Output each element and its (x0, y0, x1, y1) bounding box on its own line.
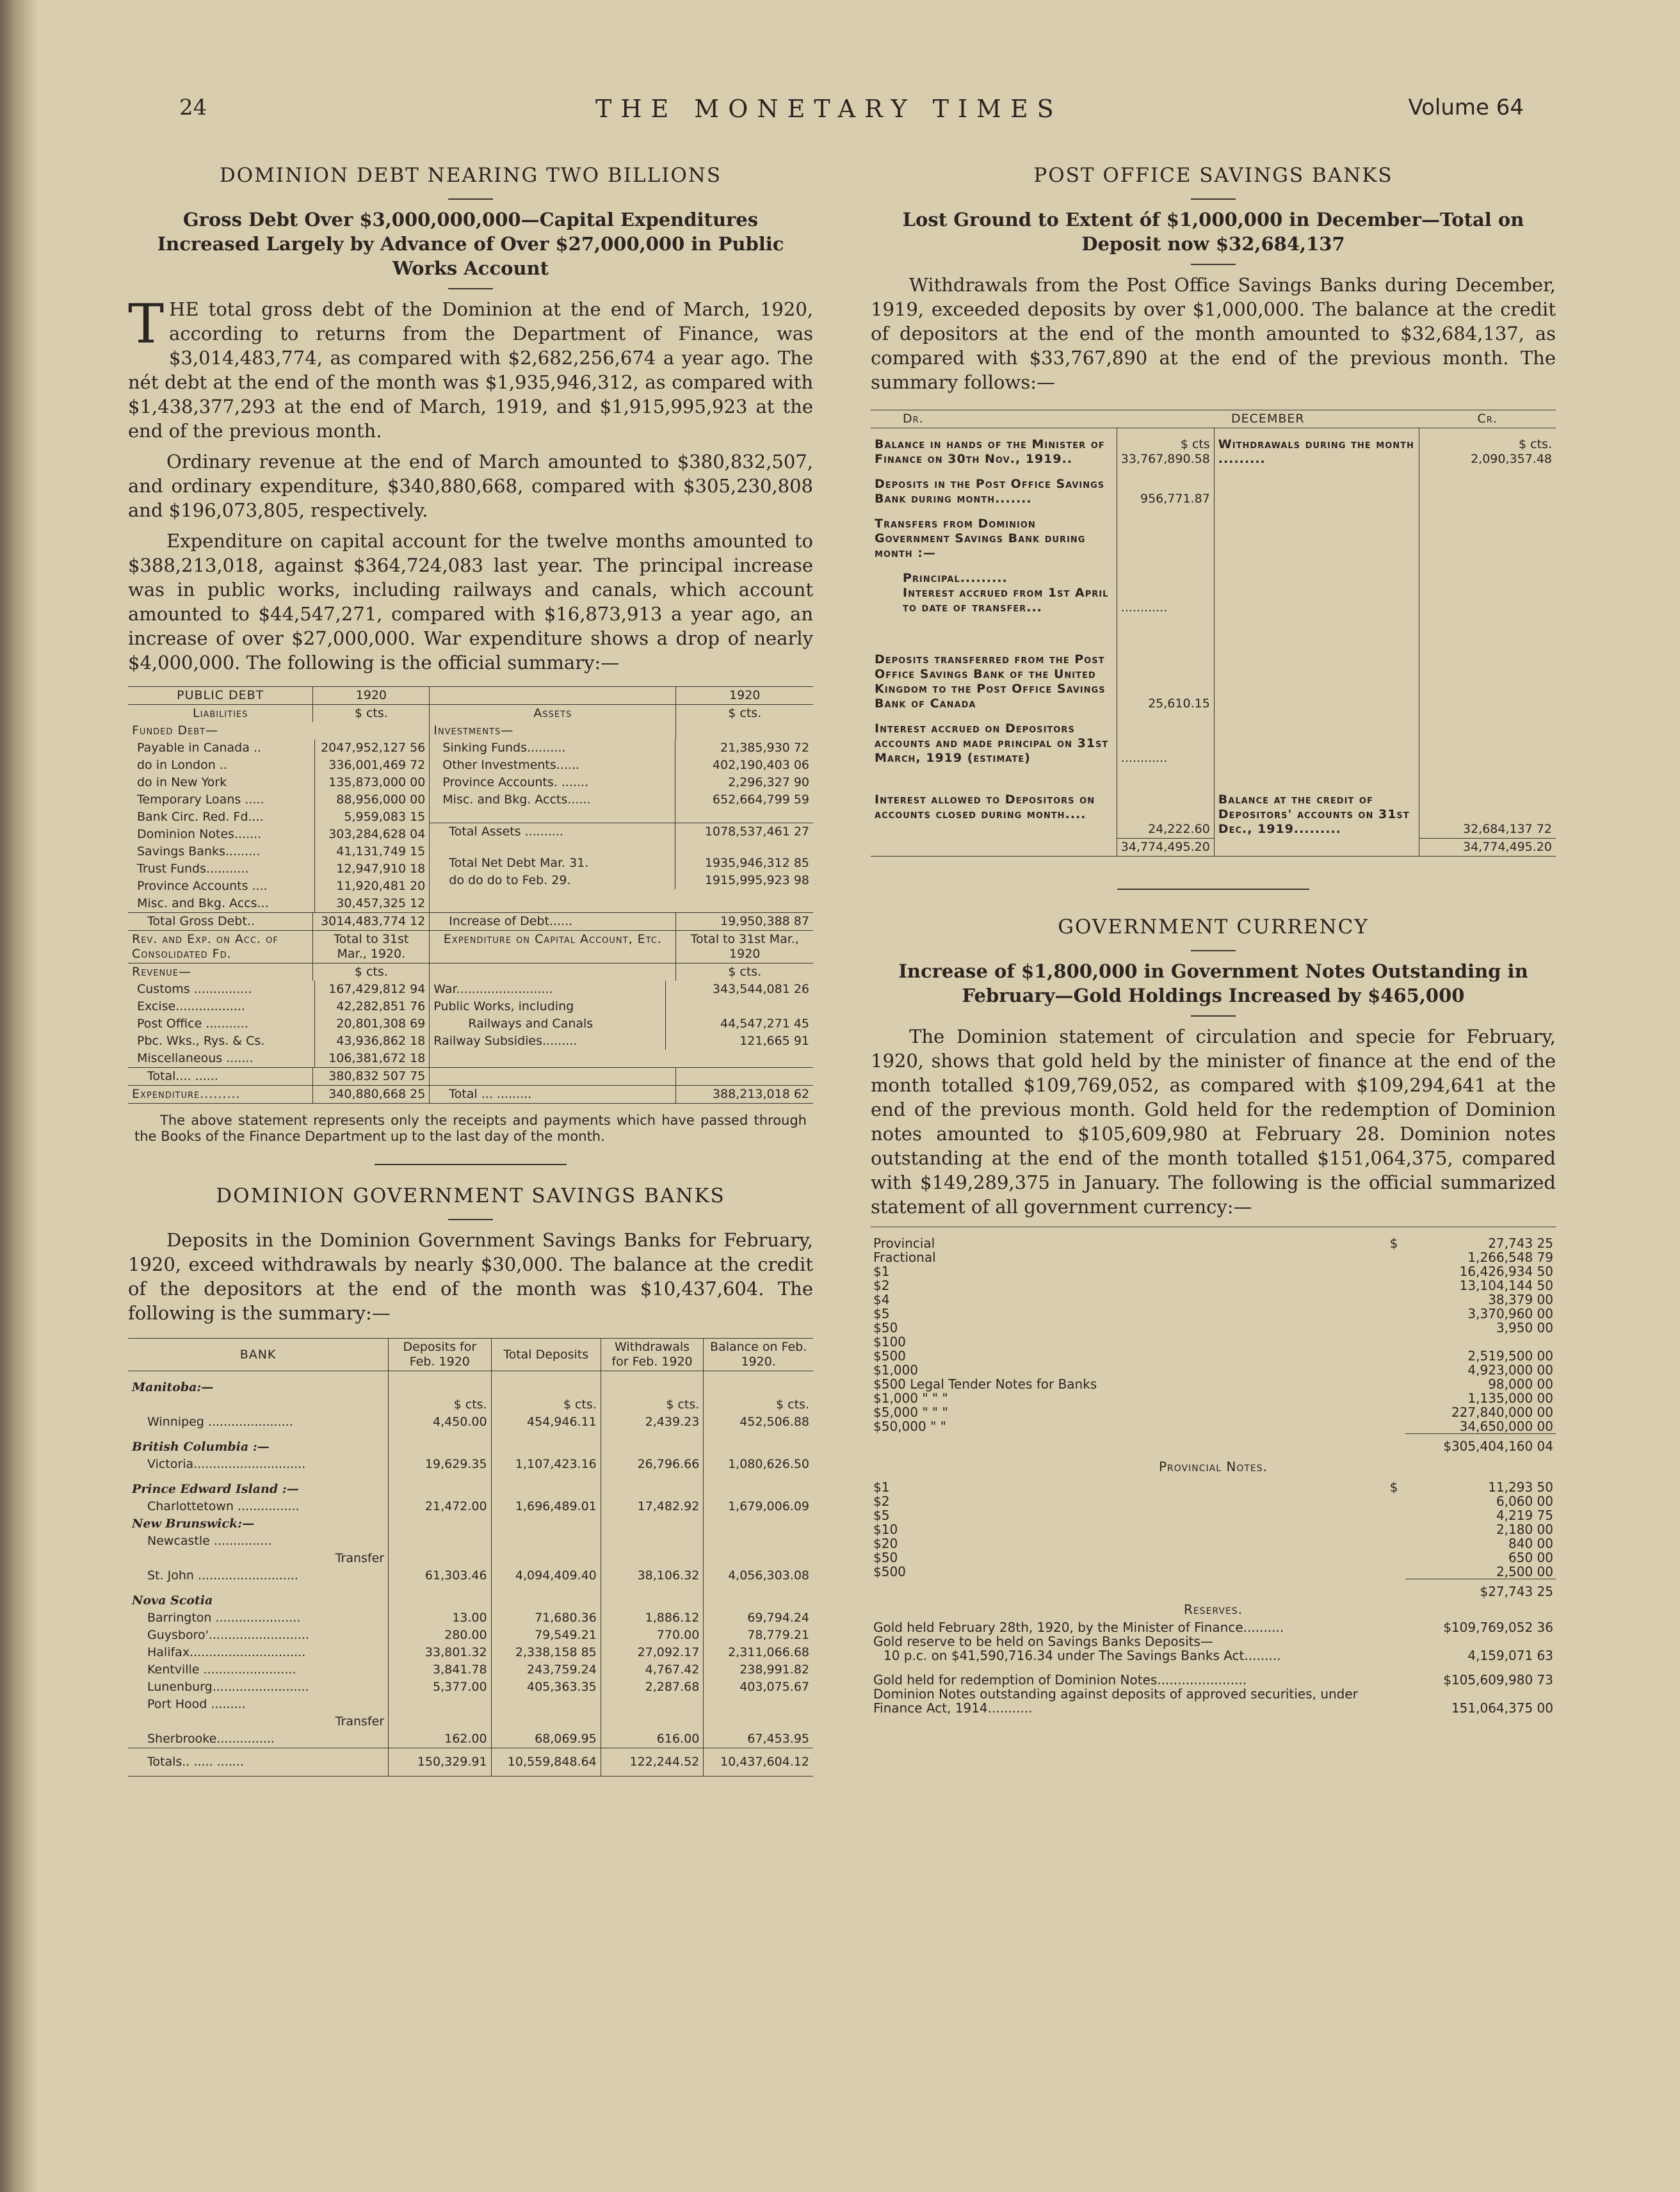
divider (1191, 950, 1236, 951)
currency-row: $500 Legal Tender Notes for Banks 98,000 00 (873, 1376, 1553, 1392)
capital-list: War......................... 343,544,081 26 Public Works, including Railways and Canals 44,547,271 45 Railway Subsidies......... 121,665 91 (430, 981, 813, 1050)
revenue-row: Post Office ........... 20,801,308 69 (128, 1015, 429, 1033)
provincial-note-row: $50 650 00 (873, 1549, 1553, 1565)
debt-table-note: The above statement represents only the receipts and payments which have passed through the Books of the Finance Department up to the last day of the month. (134, 1113, 807, 1144)
posb-subhead: Lost Ground to Extent óf $1,000,000 in December—Total on Deposit now $32,684,137 (902, 209, 1524, 255)
liability-row: Savings Banks......... 41,131,749 15 (128, 843, 429, 860)
gsb-heading: DOMINION GOVERNMENT SAVINGS BANKS (216, 1184, 725, 1207)
divider (448, 1219, 493, 1220)
gc-subhead: Increase of $1,800,000 in Government Notes Outstanding in February—Gold Holdings Increased by $465,000 (898, 960, 1528, 1006)
posb-heading: POST OFFICE SAVINGS BANKS (1033, 164, 1393, 187)
divider (1191, 264, 1236, 265)
currency-table: Provincial $ 27,743 25 Fractional 1,266,548 79 $1 16,426,934 50 $2 13,104,144 50 $4 38,379 00 $5 3,370,960 00 $50 3,950 00 $100 $500 2,519,500 00 $1,000 4,923,000 00 $500 Legal Tender Notes for Banks 98,000 00 $1,000 " " " 1,135,000 00 $5,000 " " " 227,840,000 00 $50,000 " " 34,650,000 00 $305,404,160 04 Provincial Notes. $1 $ 11,293 50 $2 6,060 00 $5 4,219 75 $10 2,180 00 $20 840 00 $50 650 00 $500 2,500 00 $27,743 25 Reserves. Gold held February 28th, 1920, by the Minister of Finance.......... $109,769,052 36 Gold reserve to be held on Savings Banks Deposits— 10 p.c. on $41,590,716.34 under The Savings Banks Act......... 4,159,071 63 Gold held for redemption of Dominion Notes...................... $105,609,980 73 Dominion Notes outstanding against deposits of approved securities, under Finance Act, 1914........... 151,064,375 00 (871, 1236, 1556, 1715)
divider (1191, 1015, 1236, 1017)
province-row: British Columbia :— (128, 1431, 813, 1456)
revenue-list (128, 981, 429, 1067)
assets-list: Sinking Funds.......... 21,385,930 72 Other Investments...... 402,190,403 06 Province Accounts. ....... 2,296,327 90 Misc. and Bkg. Accts...... 652,664,799 59 Total Assets .......... 1078,537,461 27 Total Net Debt Mar. 31. 1935,946,312 85 do do do to Feb. 29. 1915,995,923 98 (430, 739, 813, 889)
debt-paragraph-3: Expenditure on capital account for the twelve months amounted to $388,213,018, against $364,724,083 last year. The principal increase was in public works, including railways and canals, which account amounted to $44,547,271, compared with $16,873,913 a year ago, an increase of over $27,000,000. War expenditure shows a drop of nearly $4,000,000. The following is the official summary:— (128, 530, 813, 673)
provincial-note-row: $1 $ 11,293 50 (873, 1479, 1553, 1495)
revenue-row: Pbc. Wks., Rys. & Cs. 43,936,862 18 (128, 1033, 429, 1050)
provincial-note-row: $5 4,219 75 (873, 1507, 1553, 1523)
currency-row: Fractional 1,266,548 79 (873, 1249, 1553, 1265)
gc-paragraph: The Dominion statement of circulation and specie for February, 1920, shows that gold held by the minister of finance at the end of the month totalled $109,769,052, as compared with $109,294,641 at the end of the previous month. Gold held for the redemption of Dominion notes amounted to $105,609,980 at February 28. Dominion notes outstanding at the end of the month totalled $151,064,375, compared with $149,289,375 in January. The following is the official summarized statement of all government currency:— (871, 1025, 1556, 1218)
debt-paragraph-2: Ordinary revenue at the end of March amounted to $380,832,507, and ordinary expenditure, $340,880,668, compared with $305,230,808 and $196,073,805, respectively. (128, 451, 813, 521)
debt-subhead: Gross Debt Over $3,000,000,000—Capital Expenditures Increased Largely by Advance of Over $27,000,000 in Public Works Account (157, 209, 784, 279)
divider (1191, 198, 1236, 200)
gc-article (871, 915, 1556, 1715)
asset-row: Misc. and Bkg. Accts...... 652,664,799 59 (430, 791, 813, 809)
bank-row: Winnipeg ...................... 4,450.00 454,946.11 2,439.23 452,506.88 (128, 1414, 813, 1431)
bank-row: Kentville ........................ 3,841.78 243,759.24 4,767.42 238,991.82 (128, 1661, 813, 1679)
liability-row: Temporary Loans ..... 88,956,000 00 (128, 791, 429, 809)
liability-row: Trust Funds........... 12,947,910 18 (128, 860, 429, 878)
bank-row: Lunenburg......................... 5,377.00 405,363.35 2,287.68 403,075.67 (128, 1679, 813, 1696)
divider (448, 198, 493, 200)
currency-row: $500 2,519,500 00 (873, 1348, 1553, 1364)
gsb-article (128, 1184, 813, 1777)
asset-row: Sinking Funds.......... 21,385,930 72 (430, 739, 813, 757)
left-column (128, 154, 813, 1777)
currency-row: $100 (873, 1334, 906, 1350)
section-divider (1117, 889, 1309, 890)
bank-row: Victoria............................. 19,629.35 1,107,423.16 26,796.66 1,080,626.50 (128, 1456, 813, 1473)
gc-heading: GOVERNMENT CURRENCY (1058, 915, 1369, 939)
currency-row: $1 16,426,934 50 (873, 1263, 1553, 1279)
provincial-note-row: $10 2,180 00 (873, 1521, 1553, 1537)
currency-row: $2 13,104,144 50 (873, 1277, 1553, 1293)
public-debt-table: PUBLIC DEBT 1920 1920 Liabilities $ cts. Assets $ cts. Funded Debt— Investments— Payable in Canada .. 2047,952,127 56 do in London .. 336,001,469 72 do in New York 135,873,000 00 Temporary Loans ..... 88,956,000 00 Bank Circ. Red. Fd.... 5,959,083 15 Dominion Notes....... 303,284,628 04 Savings Banks......... 41,131,749 15 Trust Funds........... 12,947,910 18 Province Accounts .... 11,920,481 20 Misc. and Bkg. Accs... 30,457,325 12 Sinking Funds.......... 21,385,930 72 Other Investments...... 402,190,403 06 Province Accounts. ....... 2,296,327 90 Misc. and Bkg. Accts...... 652,664,799 59 Total Assets .......... 1078,537,461 27 Total Net Debt Mar. 31. 1935,946,312 85 do do do to Feb. 29. 1915,995,923 98 Total Gross Debt.. 3014,483,774 12 Increase of Debt...... 19,950,388 87 Rev. and Exp. on Acc. of Consolidated Fd. Total to 31st Mar., 1920. Expenditure on Capital Account, Etc. Total to 31st Mar., 1920 Revenue— $ cts. $ cts. Customs ............... 167,429,812 94 Excise.................. 42,282,851 76 Post Office ........... 20,801,308 69 Pbc. Wks., Rys. & Cs. 43,936,862 18 Miscellaneous ....... 106,381,672 18 War......................... 343,544,081 26 Public Works, including Railways and Canals 44,547,271 45 Railway Subsidies......... 121,665 91 Total.... ...... 380,832 507 75 Expenditure......... 340,880,668 25 Total ... ......... 388,213,018 62 (128, 686, 813, 1104)
asset-row: Province Accounts. ....... 2,296,327 90 (430, 774, 813, 791)
bank-row: Halifax.............................. 33,801.32 2,338,158 85 27,092.17 2,311,066.68 (128, 1644, 813, 1661)
liability-row: Misc. and Bkg. Accs... 30,457,325 12 (128, 895, 429, 912)
debt-heading: DOMINION DEBT NEARING TWO BILLIONS (219, 164, 722, 187)
units-row: $ cts. $ cts. $ cts. $ cts. (128, 1396, 813, 1414)
page-header (179, 95, 1524, 133)
provincial-note-row: $20 840 00 (873, 1535, 1553, 1551)
gsb-table: BANK Deposits for Feb. 1920 Total Deposits Withdrawals for Feb. 1920 Balance on Feb. 1920. Manitoba:— $ cts. $ cts. $ cts. $ cts. Winnipeg ...................... 4,450.00 454,946.11 2,439.23 452,506.88 British Columbia :— Victoria............................. 19,629.35 1,107,423.16 26,796.66 1,080,626.50 Prince Edward Island :— Charlottetown ................ 21,472.00 1,696,489.01 17,482.92 1,679,006.09 New Brunswick:— Newcastle ............... Transfer St. John .......................... 61,303.46 4,094,409.40 38,106.32 4,056,303.08 Nova Scotia Barrington ...................... 13.00 71,680.36 1,886.12 69,794.24 Guysboro'.......................... 280.00 79,549.21 770.00 78,779.21 Halifax.............................. 33,801.32 2,338,158 85 27,092.17 2,311,066.68 Kentville ........................ 3,841.78 243,759.24 4,767.42 238,991.82 Lunenburg......................... 5,377.00 405,363.35 2,287.68 403,075.67 Port Hood ......... Transfer Sherbrooke............... 162.00 68,069.95 616.00 67,453.95 Totals.. ..... ....... 150,329.91 10,559,848.64 122,244.52 10,437,604.12 (128, 1338, 813, 1777)
revenue-row: Excise.................. 42,282,851 76 (128, 998, 429, 1015)
province-row: Manitoba:— (128, 1371, 813, 1397)
bank-row: Barrington ...................... 13.00 71,680.36 1,886.12 69,794.24 (128, 1609, 813, 1627)
currency-row: $50,000 " " 34,650,000 00 (873, 1418, 1553, 1434)
currency-row: $50 3,950 00 (873, 1319, 1553, 1335)
liabilities-list (128, 739, 429, 912)
liability-row: do in New York 135,873,000 00 (128, 774, 429, 791)
drop-cap: T (128, 293, 165, 355)
divider (448, 288, 493, 289)
revenue-row: Customs ............... 167,429,812 94 (128, 981, 429, 998)
currency-row: $5 3,370,960 00 (873, 1305, 1553, 1321)
liability-row: do in London .. 336,001,469 72 (128, 757, 429, 774)
liability-row: Payable in Canada .. 2047,952,127 56 (128, 739, 429, 757)
publication-title: THE MONETARY TIMES (595, 95, 1063, 123)
liability-row: Dominion Notes....... 303,284,628 04 (128, 826, 429, 843)
right-column (871, 154, 1556, 1715)
liability-row: Province Accounts .... 11,920,481 20 (128, 878, 429, 895)
bank-row: Guysboro'.......................... 280.00 79,549.21 770.00 78,779.21 (128, 1627, 813, 1644)
posb-article (871, 164, 1556, 890)
revenue-row: Miscellaneous ....... 106,381,672 18 (128, 1050, 429, 1067)
debt-article (128, 164, 813, 1165)
currency-row: $1,000 4,923,000 00 (873, 1362, 1553, 1378)
posb-paragraph: Withdrawals from the Post Office Savings Banks during December, 1919, exceeded deposits by over $1,000,000. The balance at the credit of depositors at the end of the month amounted to $32,684,137, as compared with $33,767,890 at the end of the previous month. The summary follows:— (871, 274, 1556, 393)
gsb-paragraph: Deposits in the Dominion Government Savings Banks for February, 1920, exceed withdrawals by nearly $30,000. The balance at the credit of the depositors at the end of the month was $10,437,604. The following is the summary:— (128, 1229, 813, 1324)
volume-label: Volume 64 (1408, 95, 1524, 120)
posb-table: Dr. DECEMBER Cr. Balance in hands of the Minister of Finance on 30th Nov., 1919.. $ cts 33,767,890.58 Withdrawals during the month ......... $ cts. 2,090,357.48 Deposits in the Post Office Savings Bank during month....... 956,771.87 Transfers from Dominion Government Savings Bank during month :— Principal......... Interest accrued from 1st April to date of transfer... ............ Deposits transferred from the Post Office Savings Bank of the United Kingdom to the Post Office Savings Bank of Canada 25,610.15 Interest accrued on Depositors accounts and made principal on 31st March, 1919 (estimate) ............ Interest allowed to Depositors on accounts closed during month.... 24,222.60 Balance at the credit of Depositors' accounts on 31st Dec., 1919......... 32,684,137 72 34,774,495.20 34,774,495.20 (871, 410, 1556, 857)
currency-row: $4 38,379 00 (873, 1291, 1553, 1307)
currency-row: $5,000 " " " 227,840,000 00 (873, 1404, 1553, 1420)
asset-row: Other Investments...... 402,190,403 06 (430, 757, 813, 774)
bank-row: Charlottetown ................ 21,472.00 1,696,489.01 17,482.92 1,679,006.09 (128, 1498, 813, 1515)
currency-row: $1,000 " " " 1,135,000 00 (873, 1390, 1553, 1406)
provincial-note-row: $500 2,500 00 (873, 1563, 1553, 1579)
page-binding-shadow (0, 0, 38, 2192)
province-row: Prince Edward Island :— (128, 1473, 813, 1498)
section-divider (375, 1164, 567, 1165)
liability-row: Bank Circ. Red. Fd.... 5,959,083 15 (128, 809, 429, 826)
provincial-note-row: $2 6,060 00 (873, 1493, 1553, 1509)
debt-paragraph-1: THE total gross debt of the Dominion at the end of March, 1920, according to returns from the Department of Finance, was $3,014,483,774, as compared with $2,682,256,674 a year ago. The nét debt at the end of the month was $1,935,946,312, as compared with $1,438,377,293 at the end of March, 1919, and $1,915,995,923 at the end of the previous month. (128, 293, 813, 442)
currency-row: Provincial $ 27,743 25 (873, 1235, 1553, 1251)
page-number: 24 (179, 95, 207, 120)
